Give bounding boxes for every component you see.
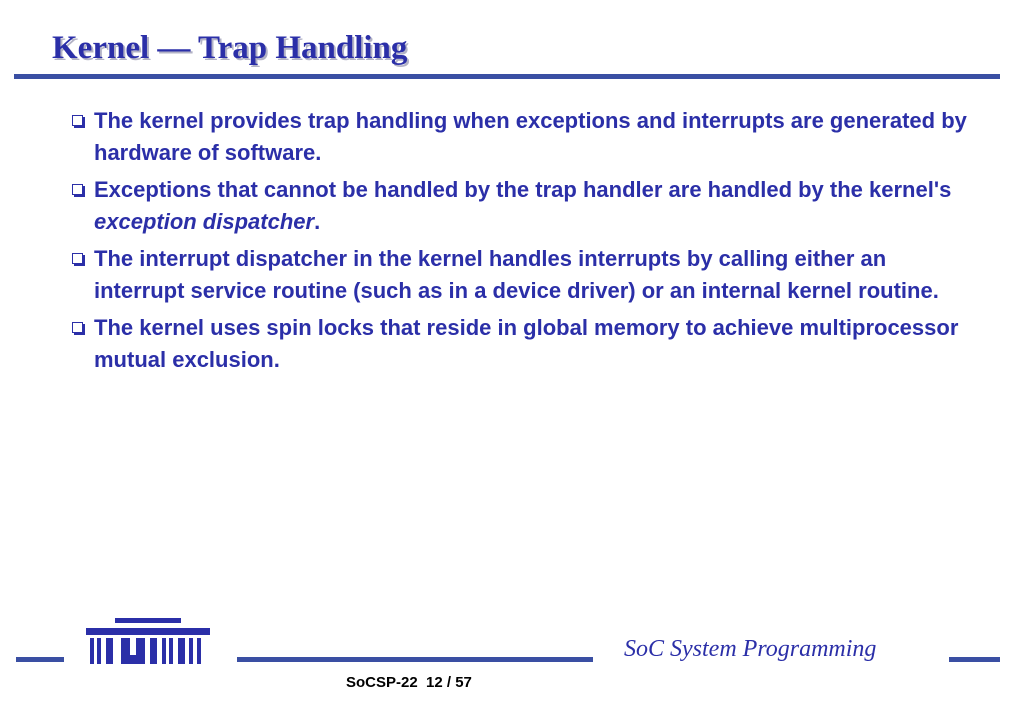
title-divider bbox=[14, 74, 1000, 79]
checkbox-bullet-icon bbox=[72, 322, 83, 333]
bullet-item bbox=[72, 105, 972, 169]
course-title: SoC System Programming bbox=[624, 636, 877, 662]
bullet-text: The kernel uses spin locks that reside in global memory to achieve multiprocessor mutual exclusion. bbox=[94, 315, 959, 372]
checkbox-bullet-icon bbox=[72, 115, 83, 126]
bullet-text: The kernel provides trap handling when exceptions and interrupts are generated by hardware of software. bbox=[94, 108, 967, 165]
university-logo-icon bbox=[86, 618, 210, 664]
bullet-emphasis: exception dispatcher bbox=[94, 209, 315, 234]
bullet-item bbox=[72, 243, 972, 307]
bullet-text: The interrupt dispatcher in the kernel handles interrupts by calling either an interrupt service routine (such as in a device driver) or an internal kernel routine. bbox=[94, 246, 939, 303]
slide-title: Kernel — Trap Handling bbox=[52, 30, 408, 66]
checkbox-bullet-icon bbox=[72, 184, 83, 195]
bullet-text-end: . bbox=[314, 209, 321, 234]
bullet-text: Exceptions that cannot be handled by the trap handler are handled by the kernel's bbox=[94, 177, 952, 202]
bullet-list bbox=[72, 105, 972, 381]
footer-rule-center bbox=[237, 657, 593, 662]
bullet-item bbox=[72, 312, 972, 376]
checkbox-bullet-icon bbox=[72, 253, 83, 264]
footer-rule-left bbox=[16, 657, 64, 662]
bullet-item bbox=[72, 174, 972, 238]
page-number: SoCSP-22 12 / 57 bbox=[346, 674, 472, 691]
footer-rule-right bbox=[949, 657, 1000, 662]
